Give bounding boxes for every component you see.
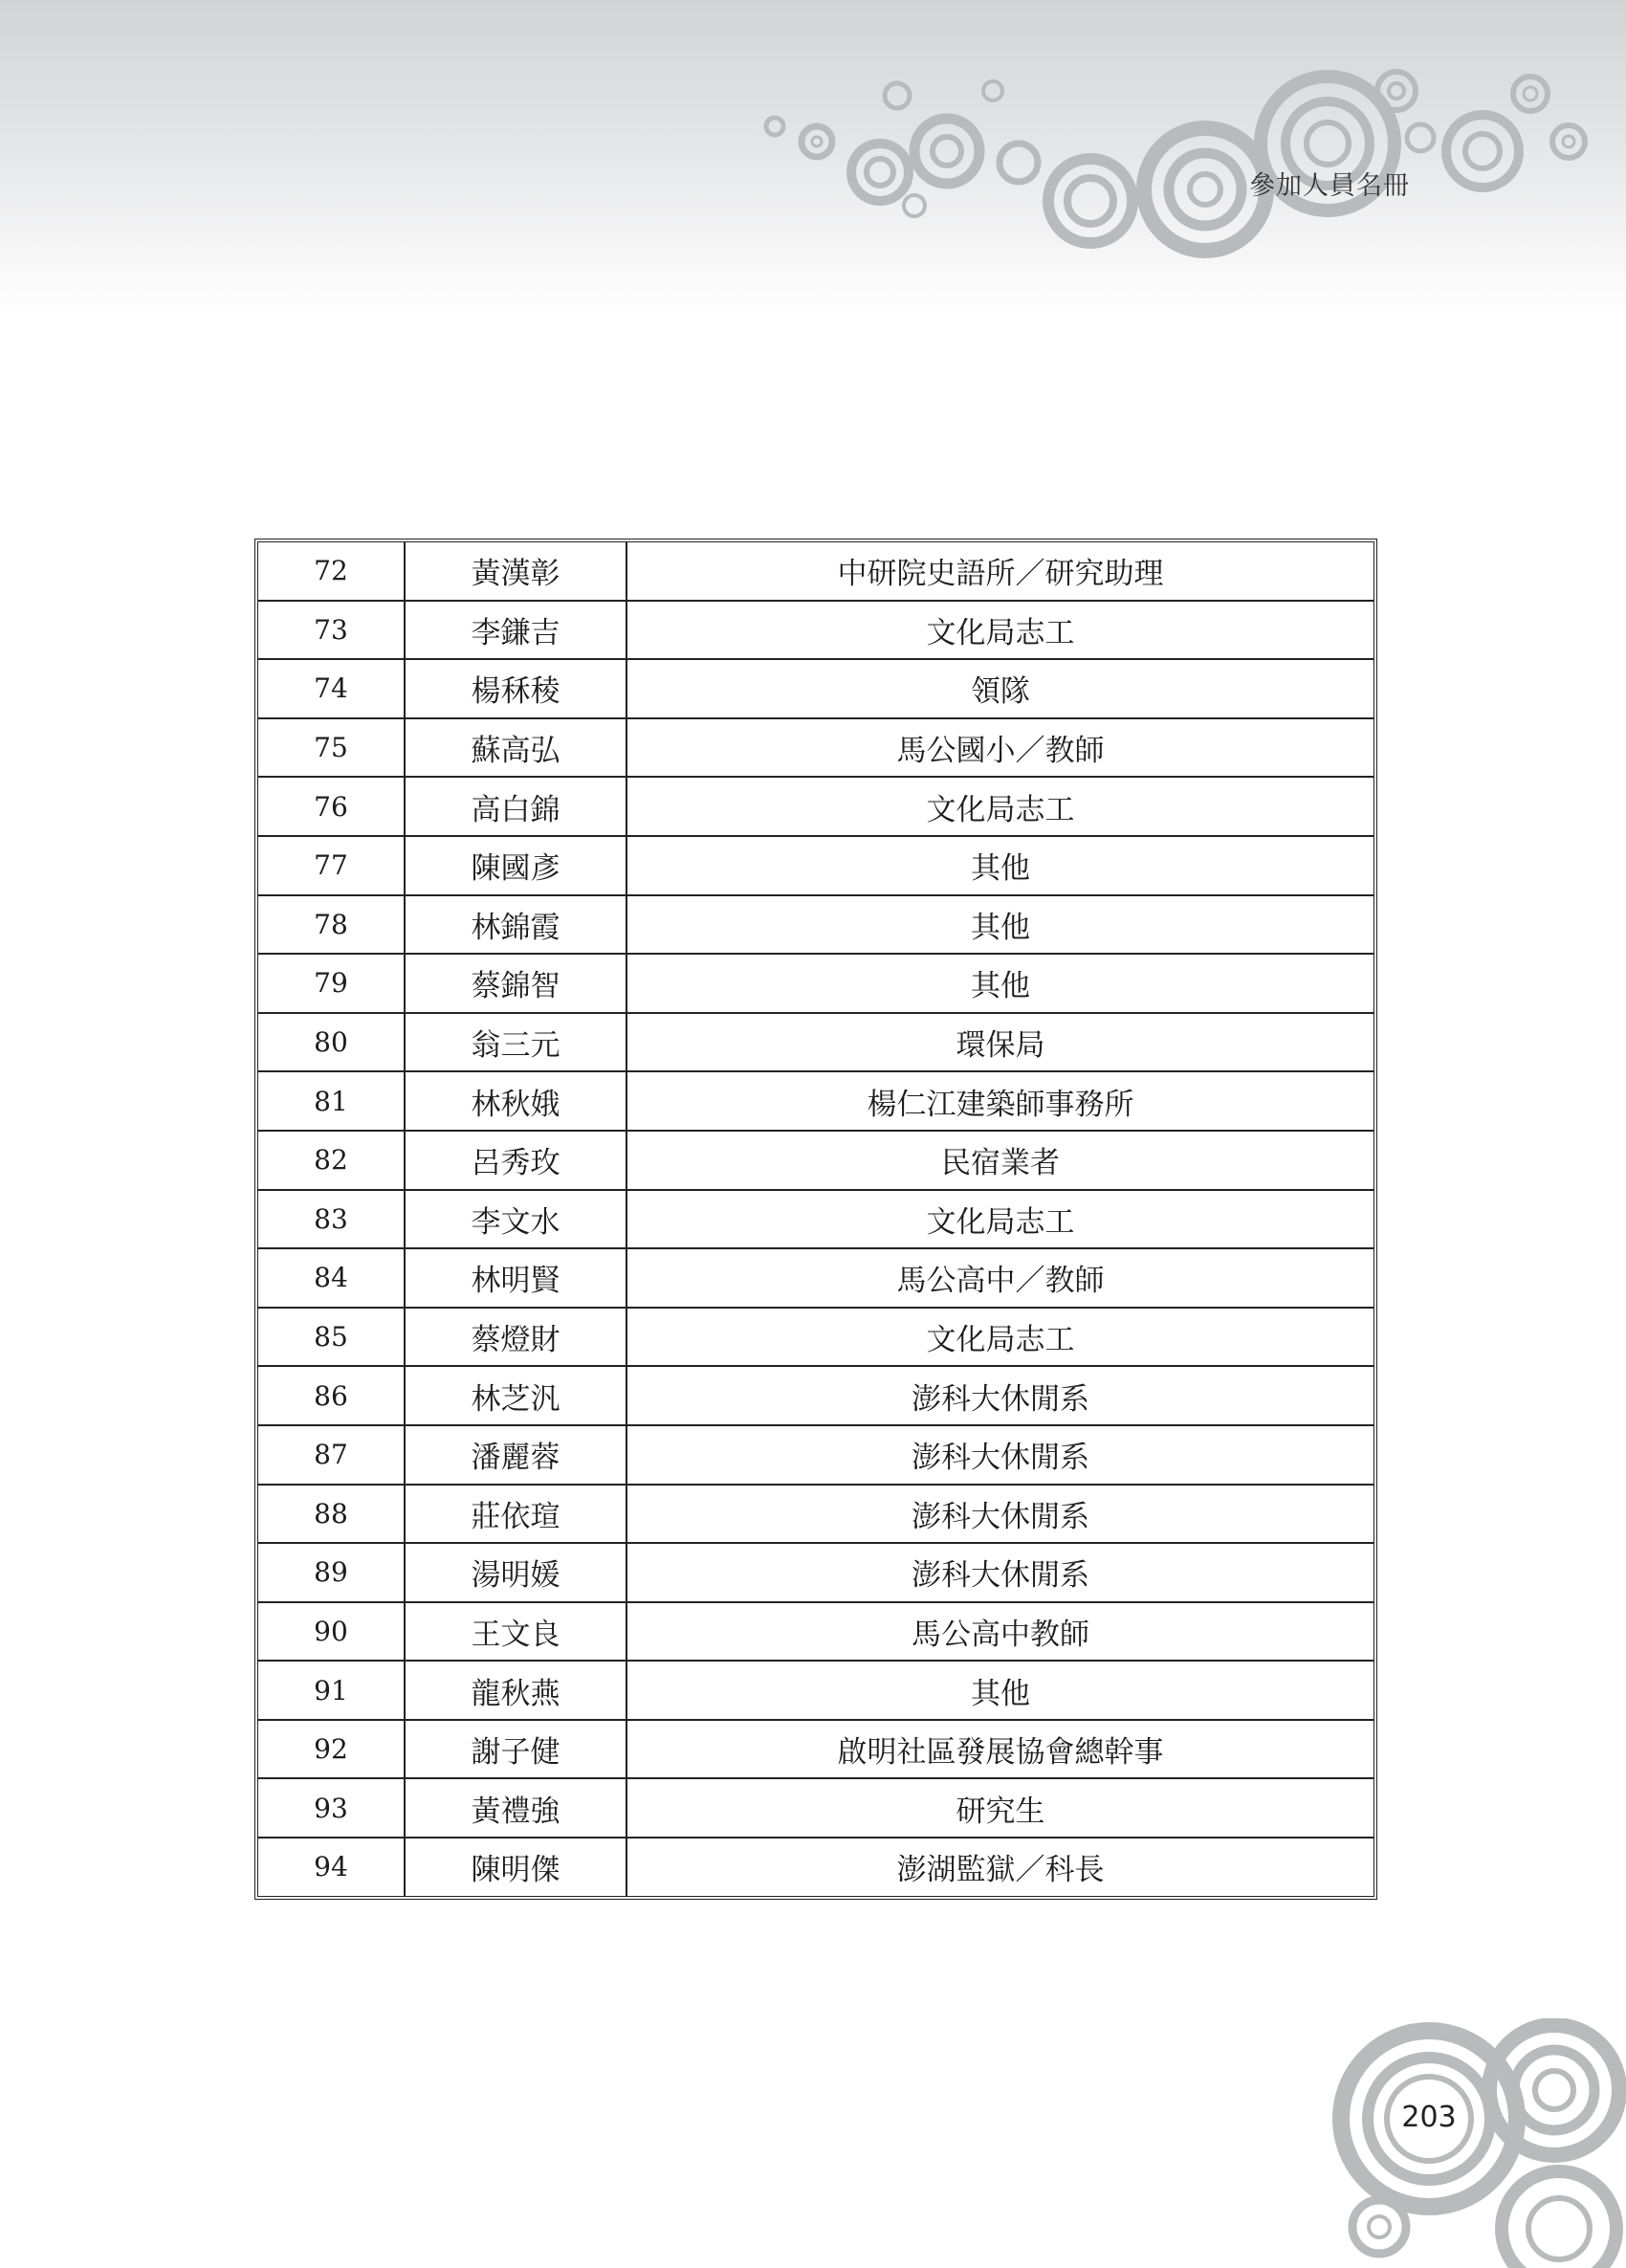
table-row bbox=[258, 601, 1373, 660]
table-row bbox=[258, 1190, 1373, 1249]
table-row bbox=[258, 1778, 1373, 1838]
table-row bbox=[258, 1131, 1373, 1190]
row-number: 84 bbox=[258, 1248, 405, 1308]
participant-name: 林秋娥 bbox=[405, 1071, 626, 1131]
table-row bbox=[258, 542, 1373, 601]
table-row bbox=[258, 1485, 1373, 1544]
participant-name: 翁三元 bbox=[405, 1013, 626, 1072]
participant-name: 呂秀玫 bbox=[405, 1131, 626, 1190]
decorative-circles-footer bbox=[1320, 2018, 1626, 2268]
table-row bbox=[258, 1248, 1373, 1308]
table-row bbox=[258, 954, 1373, 1013]
row-number: 86 bbox=[258, 1366, 405, 1425]
participant-name: 陳國彥 bbox=[405, 836, 626, 895]
participant-affiliation: 啟明社區發展協會總幹事 bbox=[626, 1720, 1373, 1779]
row-number: 93 bbox=[258, 1778, 405, 1838]
table-row bbox=[258, 1071, 1373, 1131]
participant-affiliation: 澎科大休閒系 bbox=[626, 1543, 1373, 1602]
participant-affiliation: 民宿業者 bbox=[626, 1131, 1373, 1190]
row-number: 82 bbox=[258, 1131, 405, 1190]
participant-affiliation: 文化局志工 bbox=[626, 1190, 1373, 1249]
participant-affiliation: 澎科大休閒系 bbox=[626, 1485, 1373, 1544]
table-row bbox=[258, 895, 1373, 955]
participant-affiliation: 楊仁江建築師事務所 bbox=[626, 1071, 1373, 1131]
participant-affiliation: 研究生 bbox=[626, 1778, 1373, 1838]
participant-name: 高白錦 bbox=[405, 777, 626, 836]
participant-name: 謝子健 bbox=[405, 1720, 626, 1779]
participant-name: 龍秋燕 bbox=[405, 1661, 626, 1720]
participant-name: 林錦霞 bbox=[405, 895, 626, 955]
row-number: 83 bbox=[258, 1190, 405, 1249]
participant-name: 林明賢 bbox=[405, 1248, 626, 1308]
table-row bbox=[258, 718, 1373, 778]
participant-roster-table bbox=[254, 539, 1377, 1900]
table-row bbox=[258, 1602, 1373, 1662]
participant-affiliation: 其他 bbox=[626, 895, 1373, 955]
participant-affiliation: 馬公國小／教師 bbox=[626, 718, 1373, 778]
participant-name: 王文良 bbox=[405, 1602, 626, 1662]
participant-name: 蔡燈財 bbox=[405, 1308, 626, 1367]
participant-affiliation: 中研院史語所／研究助理 bbox=[626, 542, 1373, 601]
row-number: 94 bbox=[258, 1838, 405, 1896]
participant-name: 黃漢彰 bbox=[405, 542, 626, 601]
participant-name: 潘麗蓉 bbox=[405, 1425, 626, 1485]
participant-name: 陳明傑 bbox=[405, 1838, 626, 1896]
participant-affiliation: 澎湖監獄／科長 bbox=[626, 1838, 1373, 1896]
table-row bbox=[258, 1661, 1373, 1720]
table-row bbox=[258, 1838, 1373, 1896]
table-row bbox=[258, 1720, 1373, 1779]
table-row bbox=[258, 777, 1373, 836]
row-number: 77 bbox=[258, 836, 405, 895]
table-row bbox=[258, 659, 1373, 718]
row-number: 72 bbox=[258, 542, 405, 601]
row-number: 90 bbox=[258, 1602, 405, 1662]
row-number: 75 bbox=[258, 718, 405, 778]
participant-affiliation: 馬公高中／教師 bbox=[626, 1248, 1373, 1308]
participant-affiliation: 環保局 bbox=[626, 1013, 1373, 1072]
participant-affiliation: 澎科大休閒系 bbox=[626, 1366, 1373, 1425]
participant-affiliation: 其他 bbox=[626, 1661, 1373, 1720]
participant-name: 莊依瑄 bbox=[405, 1485, 626, 1544]
table-row bbox=[258, 1366, 1373, 1425]
row-number: 80 bbox=[258, 1013, 405, 1072]
page-number: 203 bbox=[1401, 2101, 1457, 2134]
row-number: 73 bbox=[258, 601, 405, 660]
decorative-circles-header bbox=[727, 38, 1588, 287]
row-number: 74 bbox=[258, 659, 405, 718]
participant-name: 黃禮強 bbox=[405, 1778, 626, 1838]
row-number: 76 bbox=[258, 777, 405, 836]
participant-affiliation: 馬公高中教師 bbox=[626, 1602, 1373, 1662]
section-title: 參加人員名冊 bbox=[1249, 171, 1410, 201]
table-row bbox=[258, 1543, 1373, 1602]
participant-affiliation: 領隊 bbox=[626, 659, 1373, 718]
row-number: 85 bbox=[258, 1308, 405, 1367]
participant-affiliation: 澎科大休閒系 bbox=[626, 1425, 1373, 1485]
row-number: 78 bbox=[258, 895, 405, 955]
table-row bbox=[258, 1425, 1373, 1485]
participant-affiliation: 其他 bbox=[626, 836, 1373, 895]
participant-name: 林芝汎 bbox=[405, 1366, 626, 1425]
row-number: 79 bbox=[258, 954, 405, 1013]
participant-name: 蔡錦智 bbox=[405, 954, 626, 1013]
table-row bbox=[258, 836, 1373, 895]
participant-name: 楊秝稜 bbox=[405, 659, 626, 718]
row-number: 89 bbox=[258, 1543, 405, 1602]
participant-name: 湯明媛 bbox=[405, 1543, 626, 1602]
roster-body bbox=[258, 542, 1373, 1896]
participant-name: 李文水 bbox=[405, 1190, 626, 1249]
table-row bbox=[258, 1013, 1373, 1072]
row-number: 88 bbox=[258, 1485, 405, 1544]
participant-name: 蘇高弘 bbox=[405, 718, 626, 778]
header-band bbox=[0, 0, 1626, 316]
row-number: 92 bbox=[258, 1720, 405, 1779]
table-row bbox=[258, 1308, 1373, 1367]
participant-name: 李鎌吉 bbox=[405, 601, 626, 660]
row-number: 91 bbox=[258, 1661, 405, 1720]
row-number: 81 bbox=[258, 1071, 405, 1131]
participant-affiliation: 文化局志工 bbox=[626, 777, 1373, 836]
participant-affiliation: 文化局志工 bbox=[626, 601, 1373, 660]
row-number: 87 bbox=[258, 1425, 405, 1485]
participant-affiliation: 文化局志工 bbox=[626, 1308, 1373, 1367]
participant-affiliation: 其他 bbox=[626, 954, 1373, 1013]
